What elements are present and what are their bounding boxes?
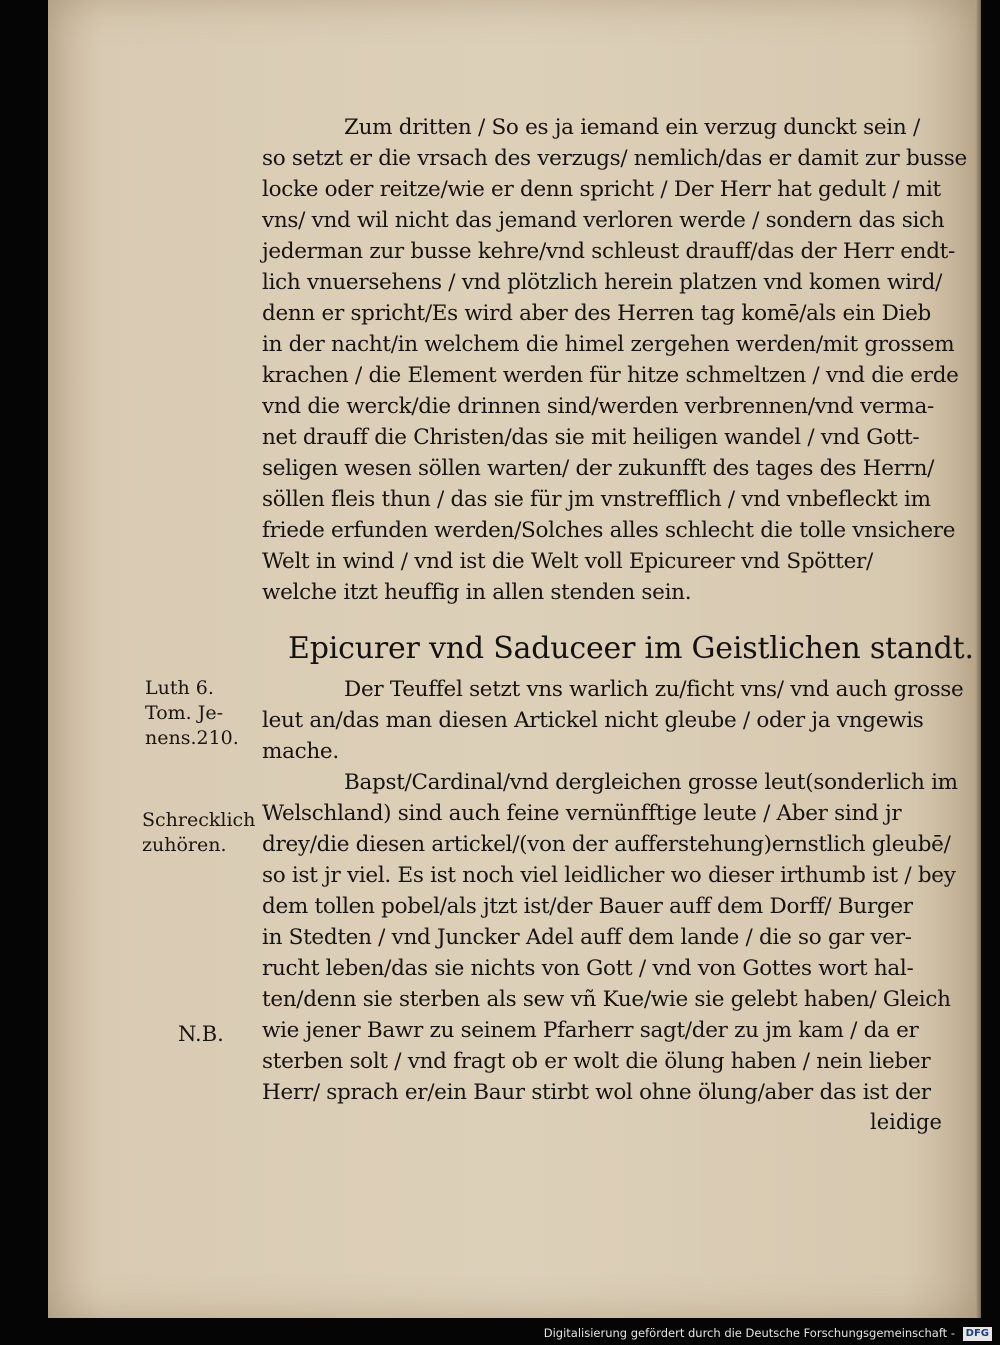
body-text-lower	[262, 674, 962, 1108]
text-line: sterben solt / vnd fragt ob er wolt die ölung haben / nein lieber	[262, 1049, 931, 1074]
text-line: in der nacht/in welchem die himel zergehen werden/mit grossem	[262, 332, 955, 357]
text-line: Welt in wind / vnd ist die Welt voll Epicureer vnd Spötter/	[262, 549, 873, 574]
text-line: Der Teuffel setzt vns warlich zu/ficht vns/ vnd auch grosse	[344, 677, 964, 702]
body-text-upper	[262, 112, 967, 608]
text-line: leut an/das man diesen Artickel nicht gleube / oder ja vngewis	[262, 708, 924, 733]
text-line: Bapst/Cardinal/vnd dergleichen grosse leut(sonderlich im	[344, 770, 958, 795]
margin-note-reference	[145, 676, 239, 751]
text-line: so ist jr viel. Es ist noch viel leidlicher wo dieser irthumb ist / bey	[262, 863, 956, 888]
margin-note-line: Schrecklich	[142, 809, 256, 831]
text-line: lich vnuersehens / vnd plötzlich herein platzen vnd komen wird/	[262, 270, 943, 295]
text-line: net drauff die Christen/das sie mit heiligen wandel / vnd Gott-	[262, 425, 920, 450]
text-line: vns/ vnd wil nicht das jemand verloren werde / sondern das sich	[262, 208, 945, 233]
text-line: locke oder reitze/wie er denn spricht / Der Herr hat gedult / mit	[262, 177, 941, 202]
text-line: Herr/ sprach er/ein Baur stirbt wol ohne ölung/aber das ist der	[262, 1080, 931, 1105]
text-line: ten/denn sie sterben als sew vñ Kue/wie sie gelebt haben/ Gleich	[262, 987, 951, 1012]
page-edge	[975, 0, 981, 1318]
footer-credit	[0, 1322, 992, 1345]
text-line: vnd die werck/die drinnen sind/werden verbrennen/vnd verma-	[262, 394, 934, 419]
text-line: söllen fleis thun / das sie für jm vnstrefflich / vnd vnbefleckt im	[262, 487, 931, 512]
text-line: wie jener Bawr zu seinem Pfarherr sagt/der zu jm kam / da er	[262, 1018, 919, 1043]
margin-note-nota-bene: N.B.	[178, 1022, 224, 1046]
margin-note-line: zuhören.	[142, 834, 227, 856]
section-heading: Epicurer vnd Saduceer im Geistlichen standt.	[288, 631, 974, 666]
margin-note-schrecklich	[142, 808, 255, 858]
text-line: Zum dritten / So es ja iemand ein verzug dunckt sein /	[344, 115, 920, 140]
margin-note-line: Tom. Je-	[145, 702, 224, 724]
text-line: drey/die diesen artickel/(von der aufferstehung)ernstlich gleubē/	[262, 832, 951, 857]
text-line: krachen / die Element werden für hitze schmeltzen / vnd die erde	[262, 363, 959, 388]
text-line: friede erfunden werden/Solches alles schlecht die tolle vnsichere	[262, 518, 956, 543]
margin-note-line: Luth 6.	[145, 677, 214, 699]
text-line: denn er spricht/Es wird aber des Herren tag komē/als ein Dieb	[262, 301, 932, 326]
dfg-logo-icon[interactable]: DFG	[963, 1327, 992, 1341]
text-line: welche itzt heuffig in allen stenden sein.	[262, 580, 692, 605]
catchword: leidige	[870, 1110, 942, 1134]
text-line: seligen wesen söllen warten/ der zukunfft des tages des Herrn/	[262, 456, 935, 481]
text-line: so setzt er die vrsach des verzugs/ nemlich/das er damit zur busse	[262, 146, 967, 171]
footer-text: Digitalisierung gefördert durch die Deutsche Forschungsgemeinschaft -	[543, 1326, 955, 1340]
text-line: rucht leben/das sie nichts von Gott / vnd von Gottes wort hal-	[262, 956, 914, 981]
text-line: mache.	[262, 739, 339, 764]
margin-note-line: nens.210.	[145, 727, 239, 749]
text-line: jederman zur busse kehre/vnd schleust drauff/das der Herr endt-	[262, 239, 955, 264]
text-line: dem tollen pobel/als jtzt ist/der Bauer auff dem Dorff/ Burger	[262, 894, 913, 919]
text-line: in Stedten / vnd Juncker Adel auff dem lande / die so gar ver-	[262, 925, 912, 950]
text-line: Welschland) sind auch feine vernünfftige leute / Aber sind jr	[262, 801, 902, 826]
